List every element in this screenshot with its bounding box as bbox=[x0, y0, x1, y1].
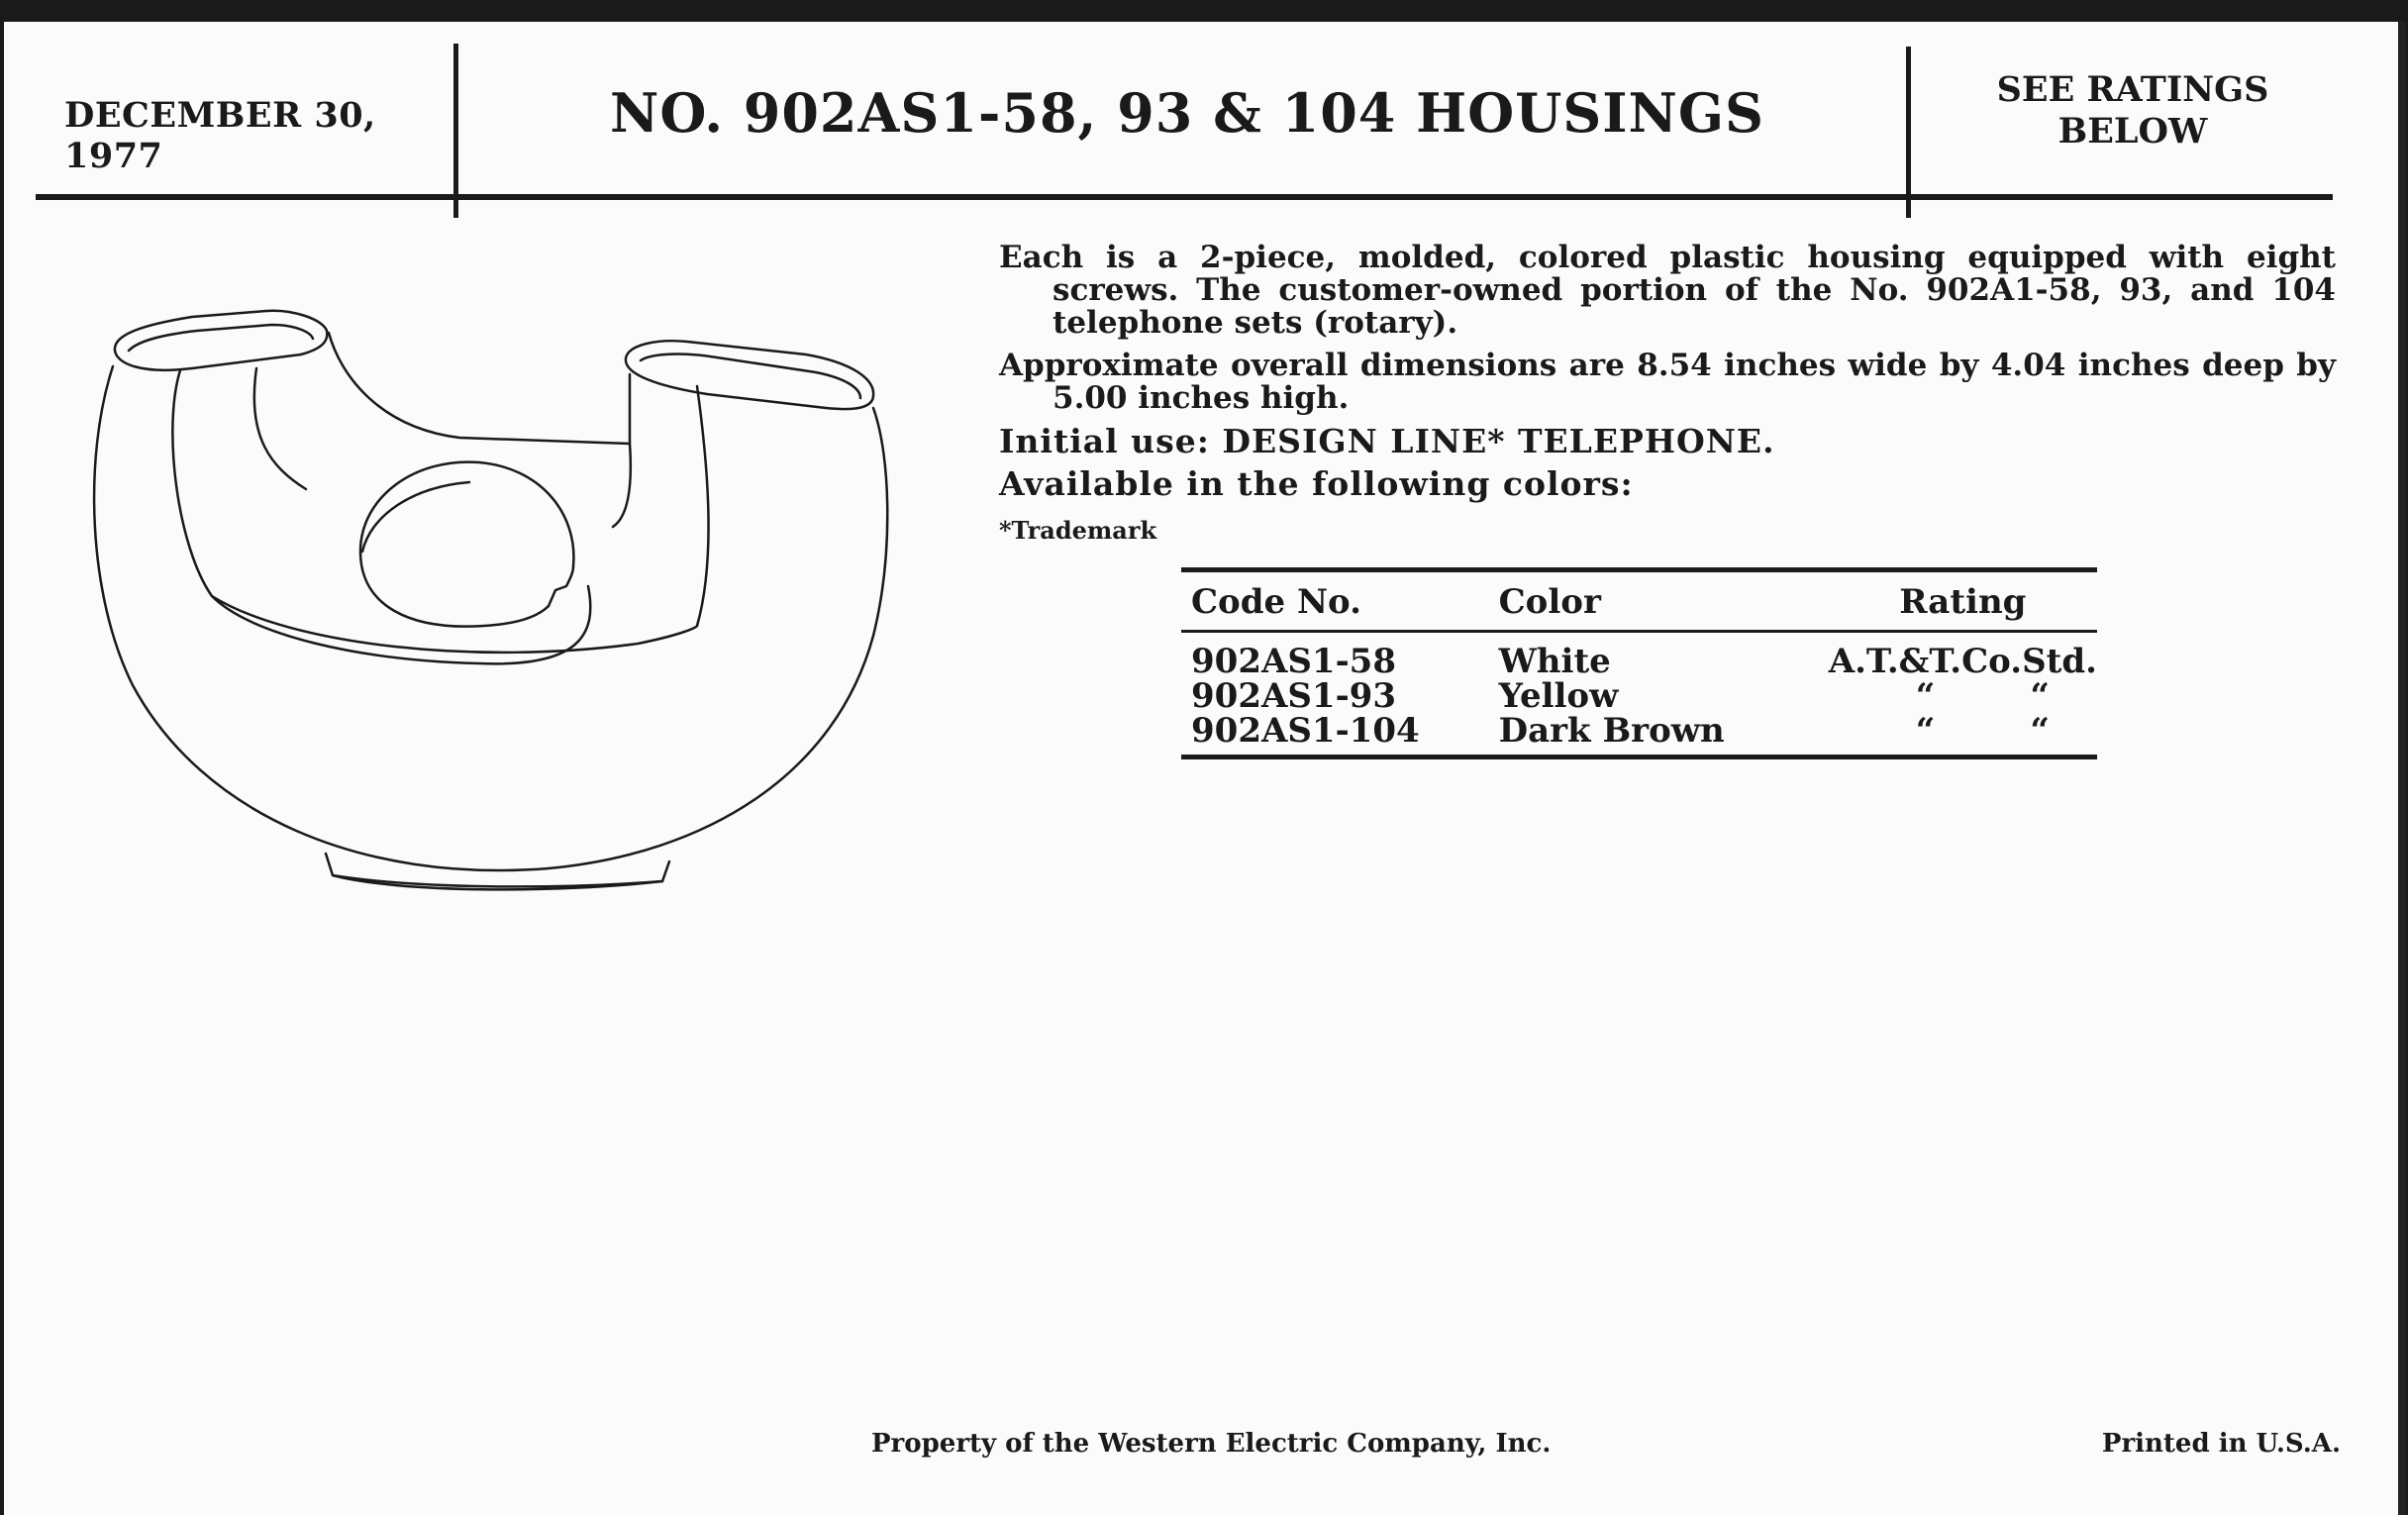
telephone-housing-drawing bbox=[63, 259, 915, 937]
ratings-note bbox=[1915, 69, 2351, 152]
code-cell: 902AS1-104 bbox=[1181, 714, 1499, 758]
ratings-note-line2: BELOW bbox=[2057, 111, 2208, 152]
page-title: NO. 902AS1-58, 93 & 104 HOUSINGS bbox=[609, 81, 1765, 145]
table-header-row bbox=[1181, 570, 2097, 632]
ditto-mark: “ bbox=[1915, 676, 1936, 716]
table-row bbox=[1181, 679, 2097, 714]
code-cell: 902AS1-93 bbox=[1191, 676, 1396, 716]
description-paragraph-1: Each is a 2-piece, molded, colored plastic housing equipped with eight screws. The customer-owned portion of the No. 902A1-58, 93, and 104 telephone sets (rotary). bbox=[999, 240, 2336, 341]
description-paragraph-2: Approximate overall dimensions are 8.54 inches wide by 4.04 inches deep by 5.00 inches high. bbox=[999, 348, 2336, 416]
ditto-mark: “ bbox=[2030, 676, 2050, 716]
initial-use: Initial use: DESIGN LINE* TELEPHONE. bbox=[999, 422, 1775, 460]
header-rule bbox=[36, 194, 2333, 200]
ditto-mark: “ bbox=[2030, 711, 2050, 751]
header-rating: Rating bbox=[1829, 570, 2097, 632]
trademark-note: *Trademark bbox=[999, 516, 1157, 545]
table-row bbox=[1181, 714, 2097, 758]
header-color: Color bbox=[1499, 570, 1829, 632]
ratings-note-line1: SEE RATINGS bbox=[1996, 69, 2269, 110]
ditto-mark: “ bbox=[1915, 711, 1936, 751]
rating-cell bbox=[1829, 711, 2097, 758]
code-cell: 902AS1-58 bbox=[1191, 642, 1396, 681]
header-divider-left bbox=[453, 44, 458, 218]
date-heading: DECEMBER 30, 1977 bbox=[64, 95, 376, 176]
color-cell: White bbox=[1498, 642, 1611, 681]
rating-cell: A.T.&T.Co.Std. bbox=[1828, 642, 2097, 681]
catalog-card bbox=[4, 22, 2406, 1515]
footer-owner: Property of the Western Electric Company, Inc. bbox=[871, 1429, 1552, 1459]
colors-intro: Available in the following colors: bbox=[999, 464, 1634, 503]
rating-cell bbox=[1829, 676, 2097, 716]
table-row bbox=[1181, 632, 2097, 680]
color-cell: Dark Brown bbox=[1499, 714, 1829, 758]
footer-printed: Printed in U.S.A. bbox=[2101, 1429, 2341, 1459]
color-cell: Yellow bbox=[1498, 676, 1619, 716]
color-codes-table bbox=[1181, 567, 2097, 759]
header-divider-right bbox=[1906, 47, 1911, 218]
header-code: Code No. bbox=[1181, 570, 1499, 632]
description bbox=[999, 242, 2336, 547]
